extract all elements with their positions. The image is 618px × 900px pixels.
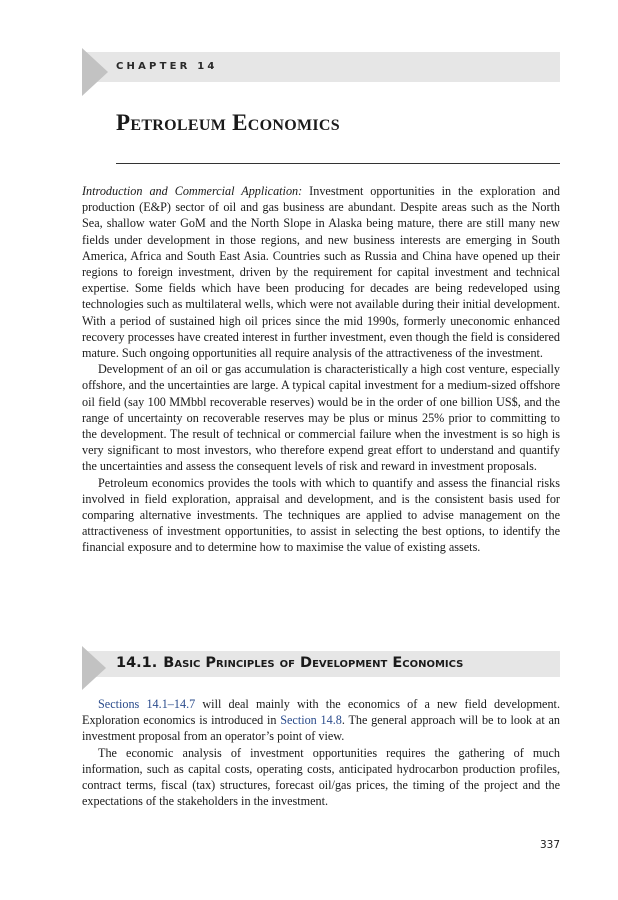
intro-text: Investment opportunities in the exploration and production (E&P) sector of oil and gas business are abundant. Despite areas such as the North Sea, shallow water GoM and the North Slope in Alaska being mature, there are still many new fields under development in those regions, and new business interests are emerging in South America, Africa and South East Asia. Countries such as Russia and China have opened up their regions to foreign investment, driven by the requirement for capital investment and technical expertise. Some fields which have been producing for decades are being redeveloped using technologies such as multilateral wells, which were not available during their initial development. With a period of sustained high oil prices since the mid 1990s, formerly uneconomic enhanced recovery processes have created interest in further investment, even though the field is considered mature. Such ongoing opportunities all require analysis of the attractiveness of the investment. bbox=[82, 184, 560, 361]
chapter-banner-arrow bbox=[82, 48, 108, 96]
section-paragraph-2: The economic analysis of investment opportunities requires the gathering of much information, such as capital costs, operating costs, anticipated hydrocarbon production profiles, contract terms, fiscal (tax) structures, forecast oil/gas prices, the timing of the project and the expectations of the stakeholders in the investment. bbox=[82, 745, 560, 809]
intro-body bbox=[82, 183, 560, 556]
title-rule bbox=[116, 163, 560, 164]
chapter-label: CHAPTER 14 bbox=[116, 61, 218, 72]
intro-paragraph bbox=[82, 183, 560, 361]
section-heading bbox=[116, 655, 463, 671]
section-number: 14.1. bbox=[116, 655, 158, 671]
paragraph-development: Development of an oil or gas accumulation is characteristically a high cost venture, especially offshore, and the uncertainties are large. A typical capital investment for a medium-sized offshore oil field (say 100 MMbbl recoverable reserves) would be in the order of one billion US$, and the range of uncertainty on recoverable reserves may be plus or minus 25% prior to committing to the development. The result of technical or commercial failure when the investment is so high is very significant to most investors, who therefore expend great effort to understand and quantify the uncertainties and assess the consequent levels of risk and reward in investment proposals. bbox=[82, 362, 560, 474]
section-paragraph-1 bbox=[82, 696, 560, 745]
section-p1-text2: . The general approach will be to look at an investment proposal from an operator’s point of view. bbox=[82, 713, 560, 744]
section-p1-text1: will deal mainly with the economics of a new field development. Exploration economics is introduced in bbox=[82, 697, 560, 728]
section-title: Basic Principles of Development Economics bbox=[163, 655, 464, 671]
intro-label: Introduction and Commercial Application: bbox=[82, 184, 303, 198]
sections-link[interactable]: Sections 14.1–14.7 bbox=[98, 697, 196, 711]
page-number: 337 bbox=[539, 839, 560, 851]
chapter-title: Petroleum Economics bbox=[116, 110, 340, 135]
section-banner-arrow bbox=[82, 646, 106, 690]
section-body bbox=[82, 696, 560, 809]
paragraph-economics: Petroleum economics provides the tools with which to quantify and assess the financial risks involved in field exploration, appraisal and development, and is the consistent basis used for comparing alternative investments. The techniques are applied to advise management on the attractiveness of investment opportunities, to assist in selecting the best options, to identify the financial exposure and to determine how to maximise the value of existing assets. bbox=[82, 475, 560, 555]
section-link[interactable]: Section 14.8 bbox=[280, 713, 342, 728]
